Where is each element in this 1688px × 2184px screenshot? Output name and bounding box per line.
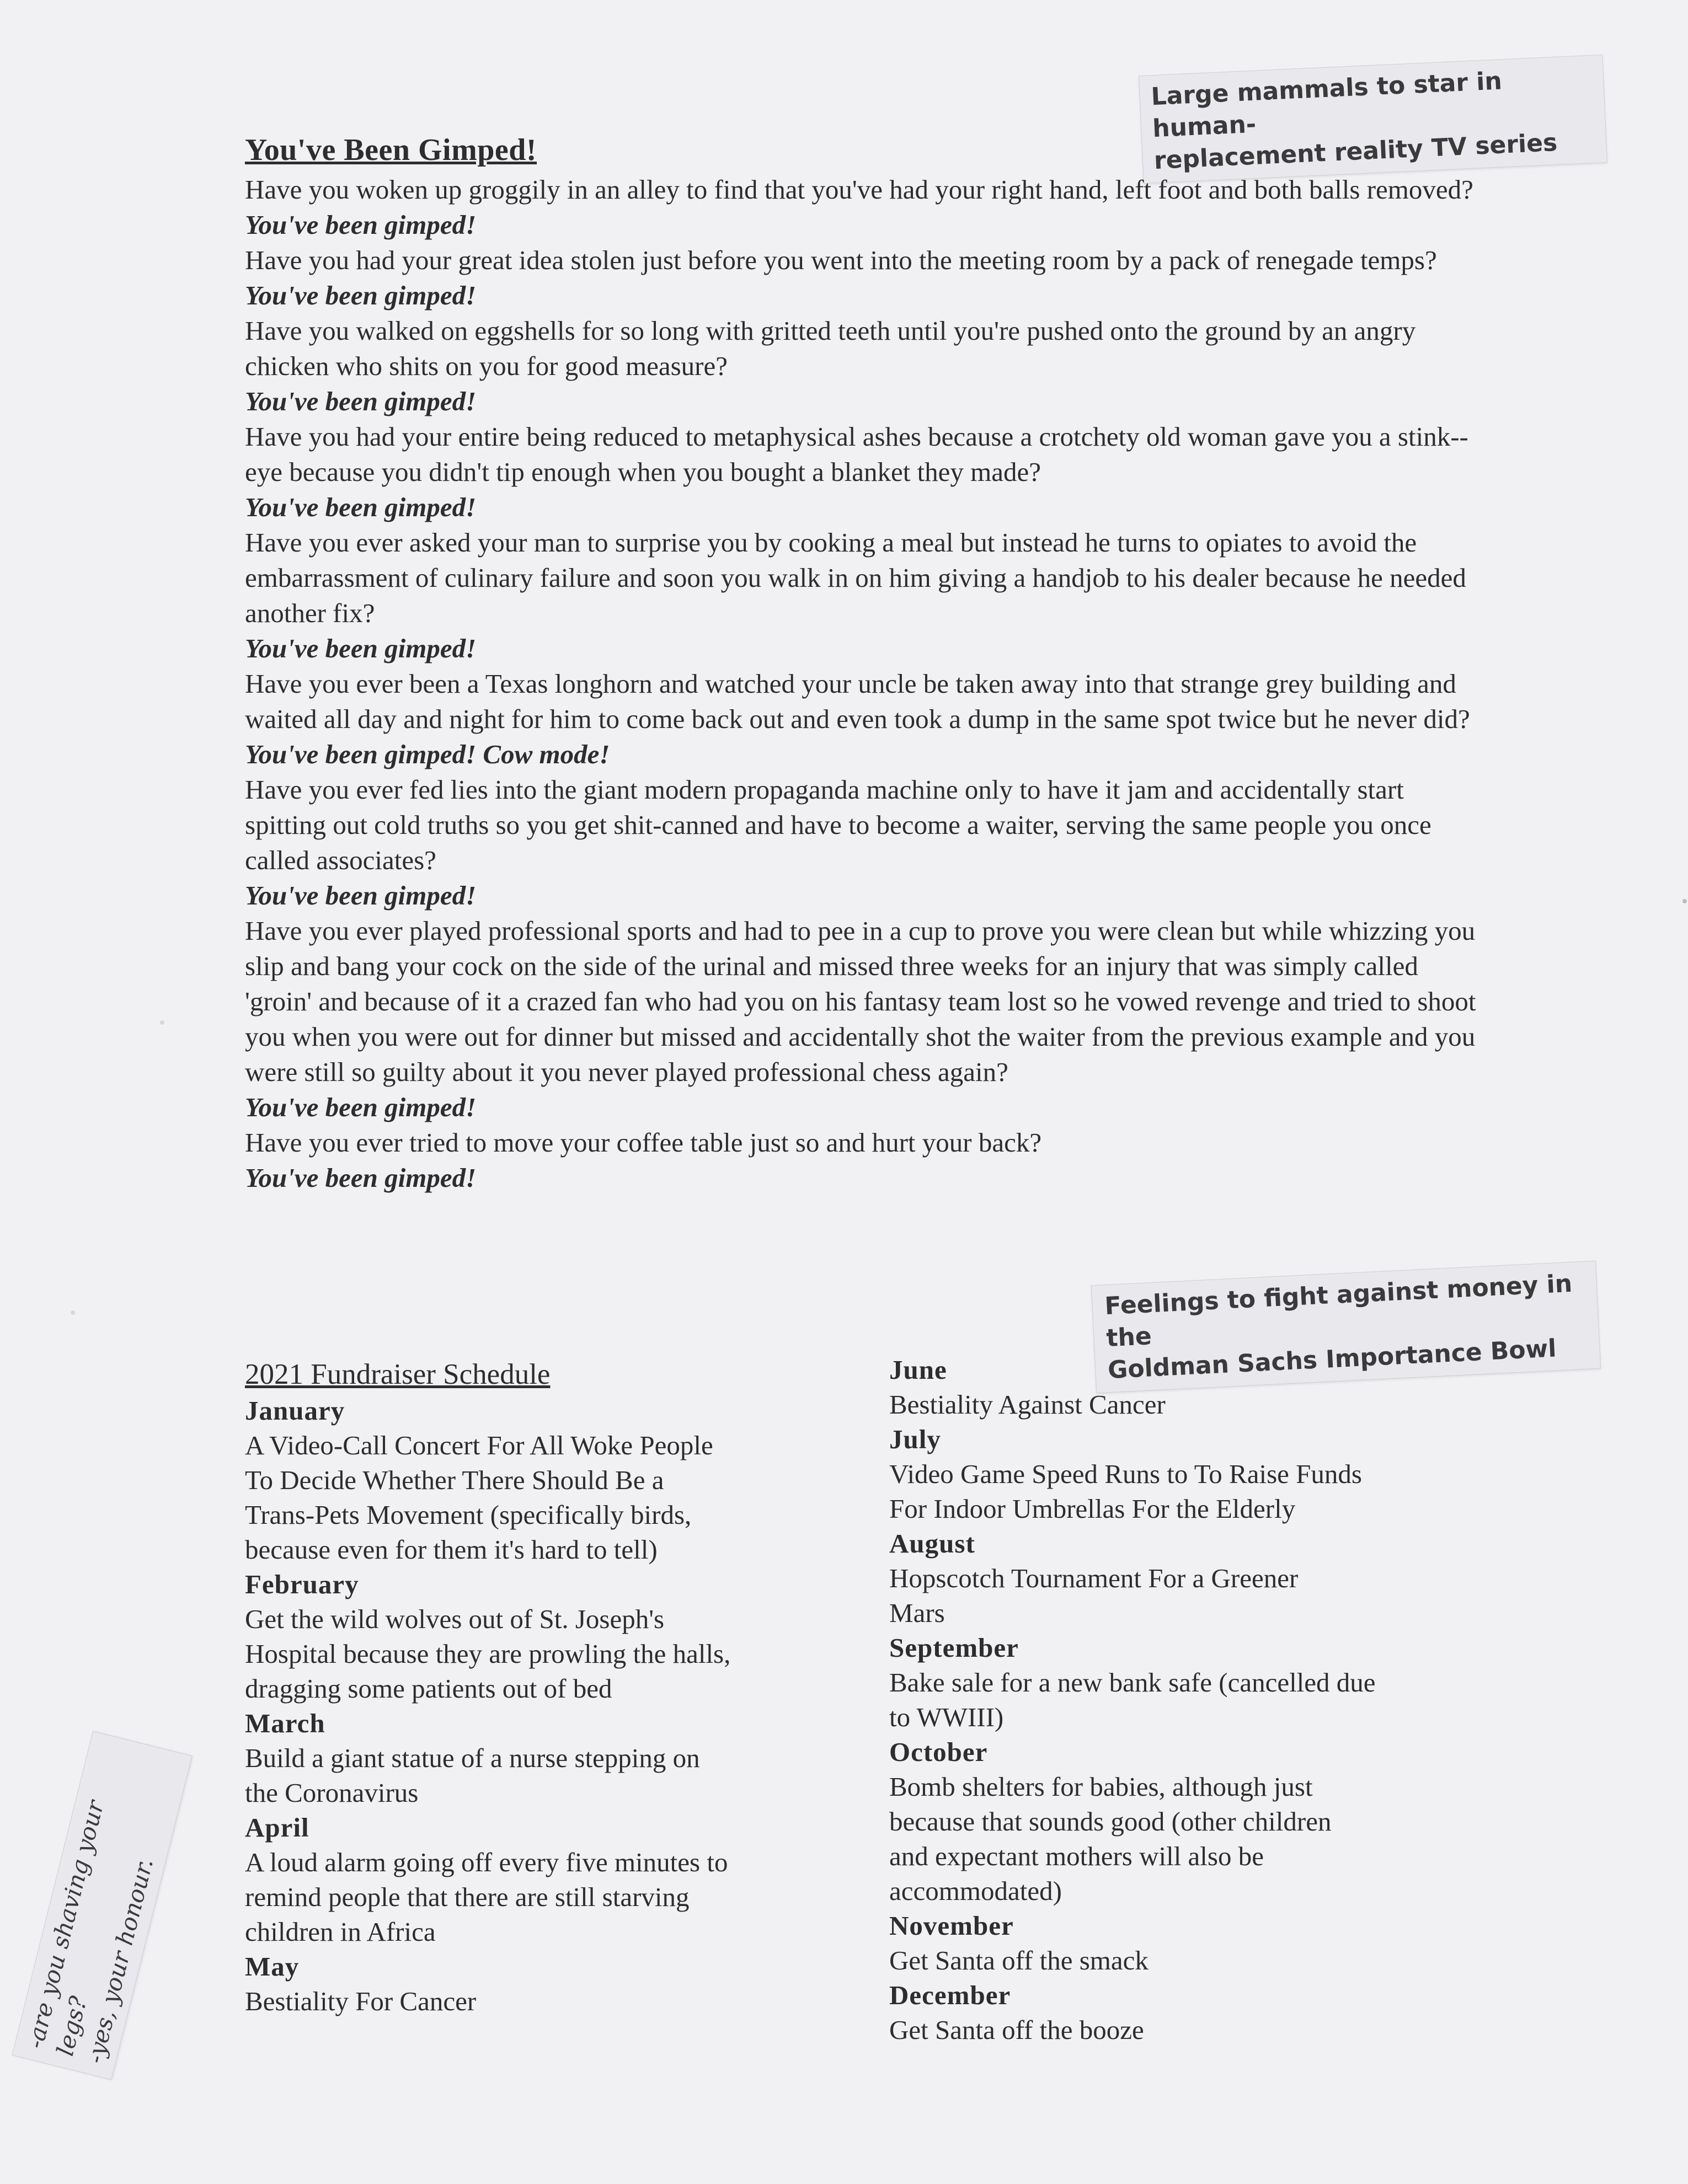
month-heading: April [245,1812,309,1843]
schedule-left-column [245,1357,852,2019]
event-text: Bestiality Against Cancer [889,1389,1166,1420]
answer-text: You've been gimped! [245,280,477,311]
answer-text: You've been gimped! [245,386,477,416]
month-heading: January [245,1395,345,1426]
event-text: Get Santa off the smack [889,1945,1149,1976]
month-heading: November [889,1910,1014,1941]
article-body [245,172,1486,1196]
question-text: Have you ever played professional sports and had to pee in a cup to prove you were clean but while whizzing you slip and bang your cock on the side of the urinal and missed three weeks for an injury that was simply called 'groin' and because of it a crazed fan who had you on his fantasy team lost so he vowed revenge and tried to shoot you when you were out for dinner but missed and accidentally shot the waiter from the previous example and you were still so guilty about it you never played professional chess again? [245,916,1476,1087]
answer-text: You've been gimped! [245,492,477,522]
event-text: Hopscotch Tournament For a Greener Mars [889,1563,1299,1628]
event-text: Video Game Speed Runs to To Raise Funds For Indoor Umbrellas For the Elderly [889,1459,1362,1524]
schedule-right-list [889,1352,1496,2047]
answer-text: You've been gimped! [245,1163,477,1193]
month-heading: October [889,1737,988,1767]
schedule-right-column [889,1352,1496,2047]
schedule-title: 2021 Fundraiser Schedule [245,1358,551,1390]
question-text: Have you ever been a Texas longhorn and watched your uncle be taken away into that strange grey building and waited all day and night for him to come back out and even took a dump in the same spot twice but he never did? [245,668,1470,734]
month-heading: February [245,1569,359,1599]
question-text: Have you ever asked your man to surprise you by cooking a meal but instead he turns to opiates to avoid the embarrassment of culinary failure and soon you walk in on him giving a handjob to his dealer because he needed another fix? [245,527,1466,628]
event-text: Get Santa off the booze [889,2015,1144,2045]
article [245,128,1486,1196]
clipping-side: -are you shaving your legs? -yes, your honour. [12,1731,192,2080]
month-heading: June [889,1355,947,1385]
schedule-left-list [245,1393,852,2019]
month-heading: December [889,1980,1011,2010]
question-text: Have you walked on eggshells for so long with gritted teeth until you're pushed onto the ground by an angry chicken who shits on you for good measure? [245,315,1416,381]
question-text: Have you had your great idea stolen just before you went into the meeting room by a pack of renegade temps? [245,245,1437,275]
clipping-top: Large mammals to star in human- replacement reality TV series [1139,55,1607,184]
question-text: Have you woken up groggily in an alley to find that you've had your right hand, left foot and both balls removed? [245,174,1473,205]
answer-text: You've been gimped! [245,210,477,240]
month-heading: May [245,1951,300,1982]
clipping-middle: Feelings to fight against money in the Goldman Sachs Importance Bowl [1091,1261,1601,1394]
event-text: Bomb shelters for babies, although just because that sounds good (other children and expectant mothers will also be accommodated) [889,1771,1332,1906]
scan-speck [1682,899,1687,903]
answer-text: You've been gimped! [245,633,477,663]
month-heading: July [889,1424,941,1454]
question-text: Have you ever tried to move your coffee table just so and hurt your back? [245,1127,1042,1158]
event-text: A Video-Call Concert For All Woke People To Decide Whether There Should Be a Trans-Pets Movement (specifically birds, because even for them it's hard to tell) [245,1430,713,1565]
answer-text: You've been gimped! [245,880,477,911]
event-text: Build a giant statue of a nurse stepping on the Coronavirus [245,1743,700,1808]
event-text: Bestiality For Cancer [245,1986,477,2016]
article-title: You've Been Gimped! [245,133,537,167]
scan-speck [160,1020,164,1025]
answer-text: You've been gimped! [245,1092,477,1122]
scan-speck [71,1310,75,1315]
answer-text: You've been gimped! Cow mode! [245,739,610,769]
month-heading: March [245,1708,325,1738]
question-text: Have you ever fed lies into the giant modern propaganda machine only to have it jam and accidentally start spitting out cold truths so you get shit-canned and have to become a waiter, serving the same people you once called associates? [245,774,1431,875]
event-text: Get the wild wolves out of St. Joseph's Hospital because they are prowling the halls, dragging some patients out of bed [245,1604,731,1704]
event-text: Bake sale for a new bank safe (cancelled due to WWIII) [889,1667,1376,1732]
month-heading: September [889,1632,1019,1663]
month-heading: August [889,1528,975,1559]
event-text: A loud alarm going off every five minutes to remind people that there are still starving children in Africa [245,1847,728,1947]
question-text: Have you had your entire being reduced to metaphysical ashes because a crotchety old woman gave you a stink--eye because you didn't tip enough when you bought a blanket they made? [245,421,1468,487]
